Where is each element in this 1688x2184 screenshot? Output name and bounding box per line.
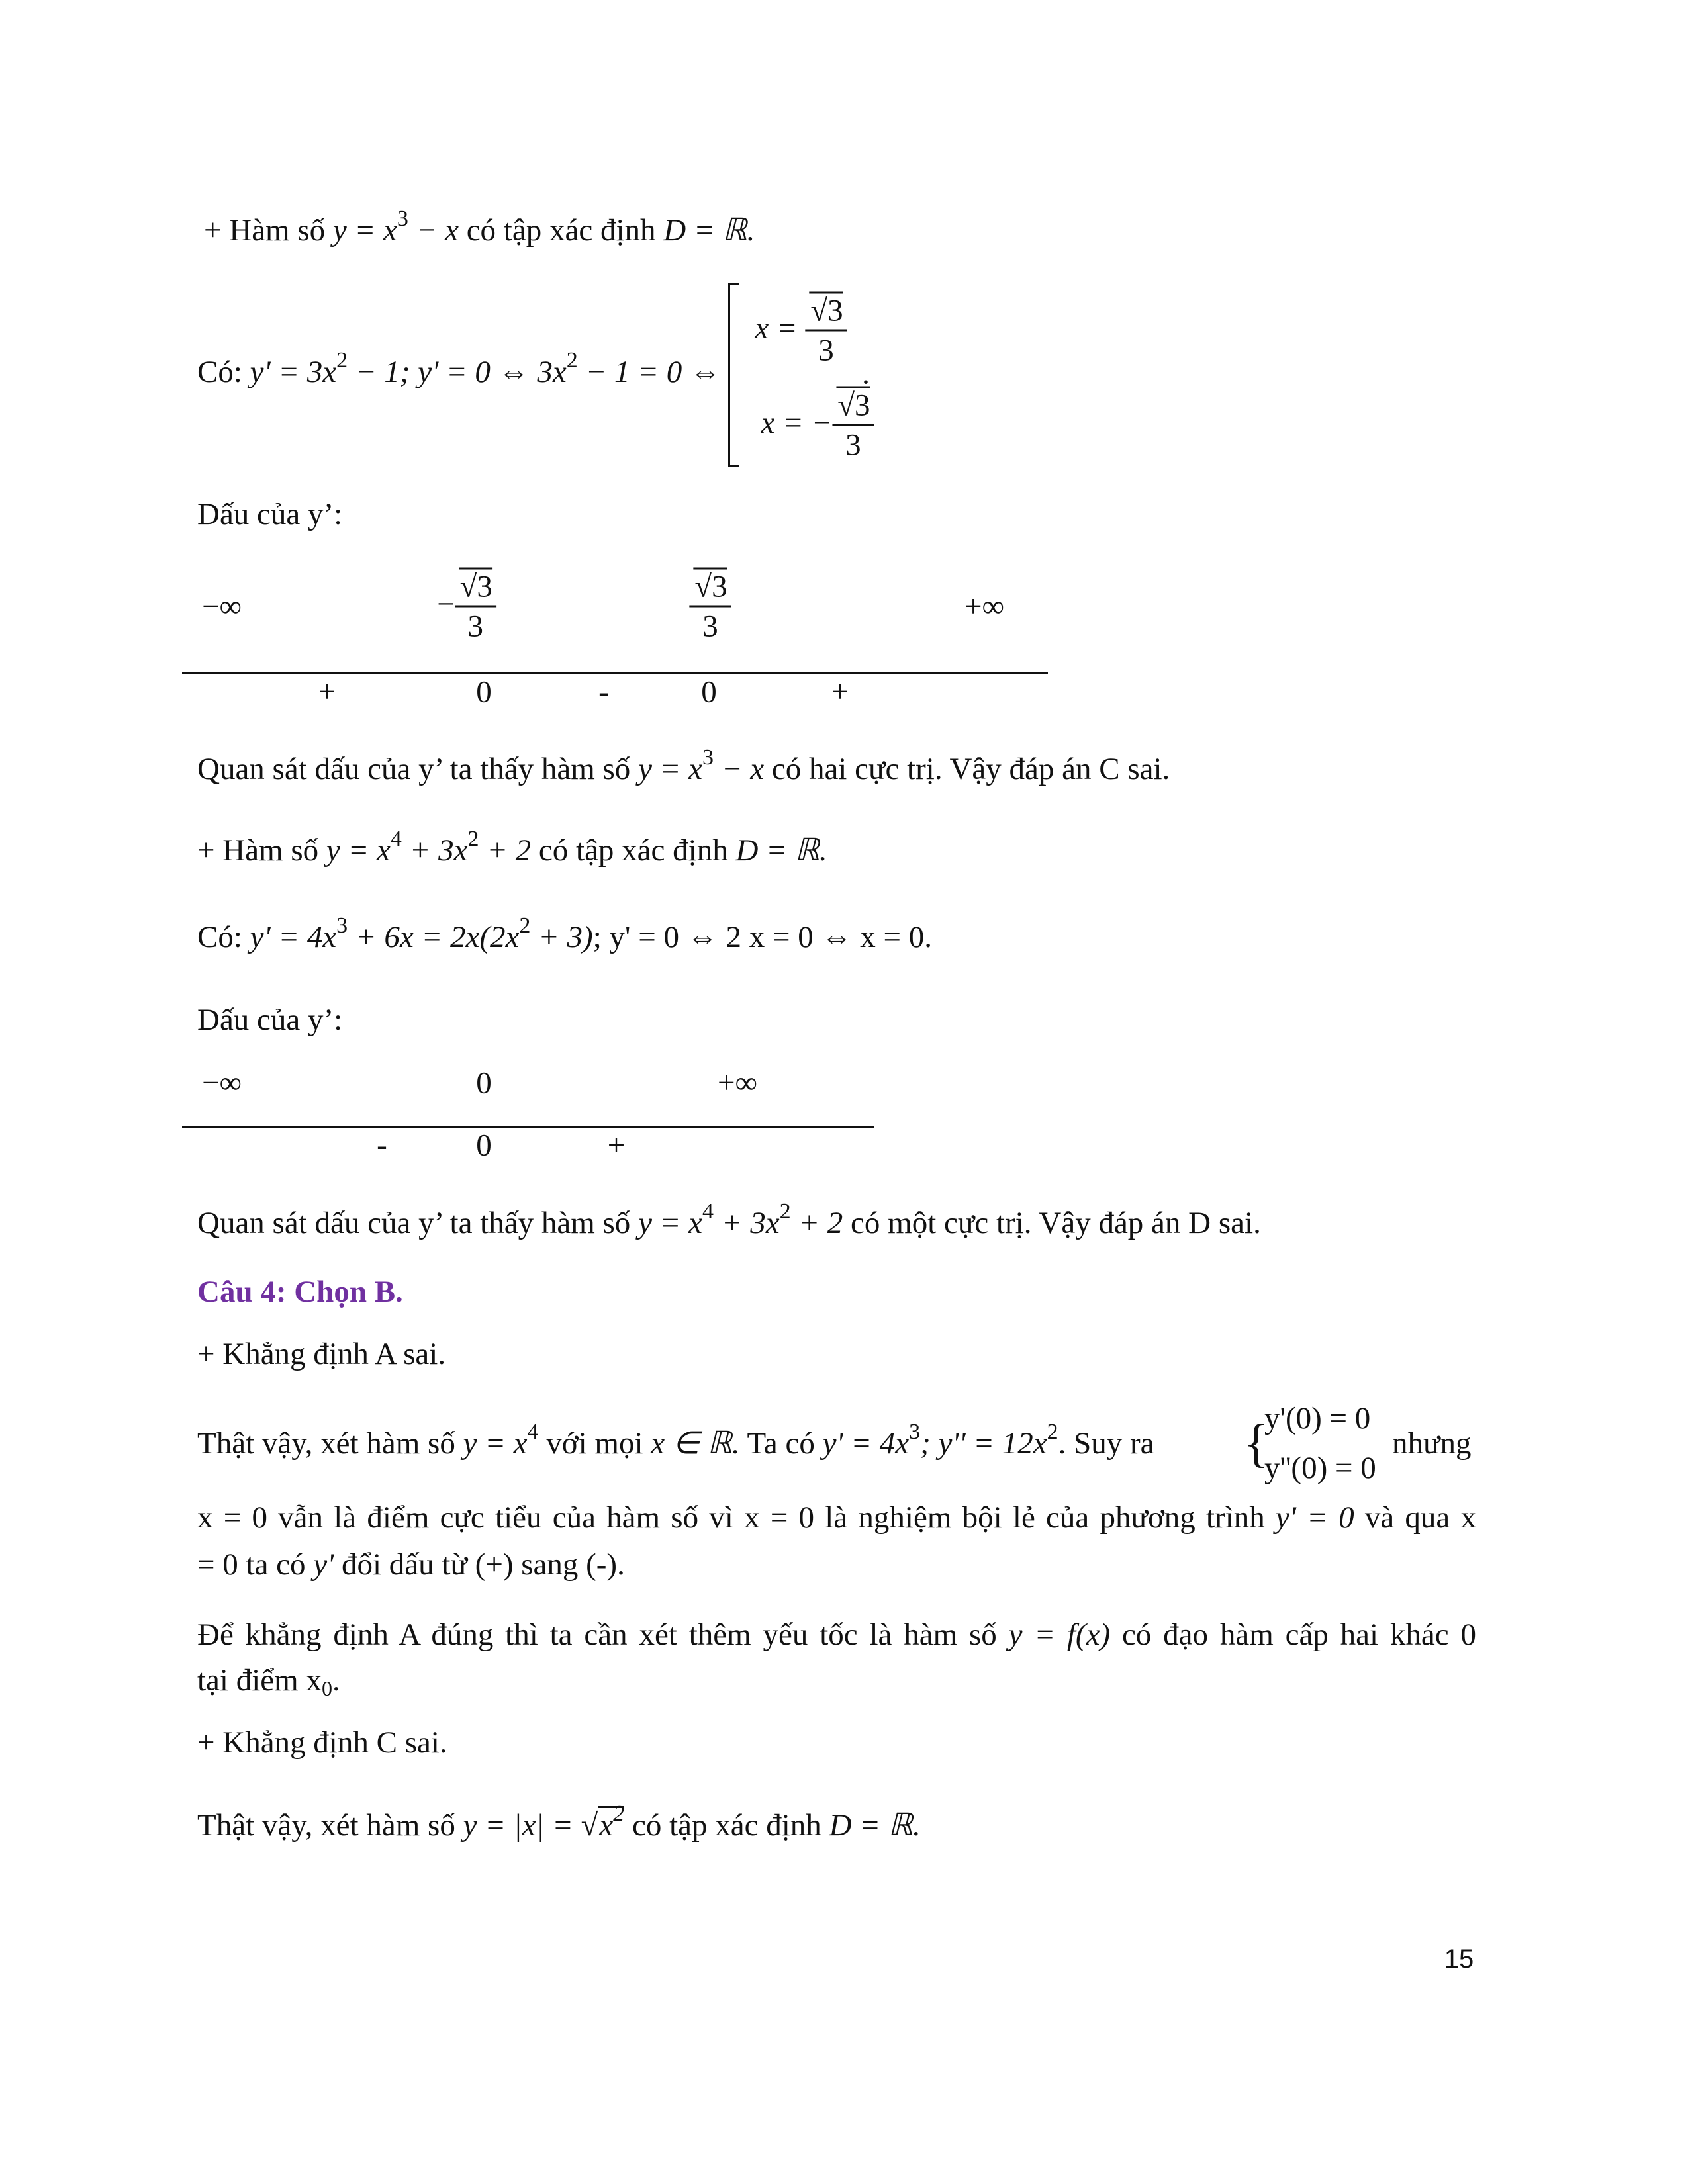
root-negative: x = − $\frac{√3}{3}$ <box>761 390 874 461</box>
word-nhung: nhưng <box>1392 1426 1472 1461</box>
sign-cell: - <box>377 1128 387 1163</box>
claim-c-false: + Khẳng định C sai. <box>197 1725 447 1760</box>
table-divider <box>182 1126 874 1128</box>
radicand: $x^2$ <box>599 1801 625 1843</box>
system-brace: { <box>1243 1414 1270 1473</box>
derivative-cubic: Có: $y' = 3x^2 - 1$; y' = 0 ⇔ $3x^2 - 1 = 0$ ⇔ <box>197 348 721 389</box>
neg-infinity: −∞ <box>201 589 242 624</box>
sign-cell: - <box>598 674 609 709</box>
conclusion-d: Quan sát dấu của y’ ta thấy hàm số $y = x^4 + 3x^2 + 2$ có một cực trị. Vậy đáp án D sai. <box>197 1199 1261 1240</box>
condition-line-2: tại điểm $x_0$. <box>197 1663 340 1700</box>
counterexample-a: Thật vậy, xét hàm số $y = x^4$ với mọi x ∈ ℝ. Ta có $y' = 4x^3$; $y'' = 12x^2$. Suy ra <box>197 1420 1154 1461</box>
sign-label-1: Dấu của y’: <box>197 497 343 531</box>
explanation-line-1: x = 0 vẫn là điểm cực tiểu của hàm số vì x = 0 là nghiệm bội lẻ của phương trình y' = 0 và qua x <box>197 1500 1476 1535</box>
sign-cell: + <box>831 674 849 709</box>
period: . <box>862 356 870 391</box>
neg-root: − $\frac{√3}{3}$ <box>437 572 496 643</box>
table-divider <box>182 672 1048 674</box>
system-eq-2: y''(0) = 0 <box>1264 1451 1376 1485</box>
sign-cell: + <box>607 1128 626 1163</box>
explanation-line-2: = 0 ta có y' đổi dấu từ (+) sang (-). <box>197 1547 625 1582</box>
sign-label-2: Dấu của y’: <box>197 1003 343 1037</box>
paragraph-domain-quartic: + Hàm số $y = x^4 + 3x^2 + 2$ có tập xác định D = ℝ. <box>197 827 827 868</box>
critical-point: 0 <box>476 1066 492 1101</box>
counterexample-c: Thật vậy, xét hàm số $y = |x| = √x^2$ có tập xác định D = ℝ. <box>197 1801 921 1843</box>
root-positive: x = $\frac{√3}{3}$ <box>755 296 847 367</box>
sign-cell: 0 <box>476 674 492 709</box>
pos-infinity: +∞ <box>717 1066 758 1101</box>
sign-cell: + <box>318 674 336 709</box>
solution-bracket <box>728 283 739 467</box>
neg-infinity: −∞ <box>201 1066 242 1101</box>
claim-a-false: + Khẳng định A sai. <box>197 1337 446 1371</box>
condition-line-1: Để khẳng định A đúng thì ta cần xét thêm yếu tốc là hàm số y = f(x) có đạo hàm cấp hai khác 0 <box>197 1617 1476 1652</box>
system-eq-1: y'(0) = 0 <box>1264 1401 1371 1435</box>
derivative-quartic: Có: $y' = 4x^3 + 6x = 2x(2x^2 + 3)$; y' = 0 ⇔ 2 x = 0 ⇔ x = 0. <box>197 913 933 954</box>
pos-infinity: +∞ <box>964 589 1005 624</box>
sign-cell: 0 <box>476 1128 492 1163</box>
question-heading: Câu 4: Chọn B. <box>197 1275 403 1309</box>
pos-root: $\frac{√3}{3}$ <box>689 572 731 643</box>
page-number: 15 <box>1444 1944 1474 1974</box>
sign-cell: 0 <box>701 674 717 709</box>
conclusion-c: Quan sát dấu của y’ ta thấy hàm số $y = x^3 - x$ có hai cực trị. Vậy đáp án C sai. <box>197 745 1170 786</box>
paragraph-domain-cubic: + Hàm số $y = x^3 - x$ có tập xác định D = ℝ. <box>204 206 755 248</box>
